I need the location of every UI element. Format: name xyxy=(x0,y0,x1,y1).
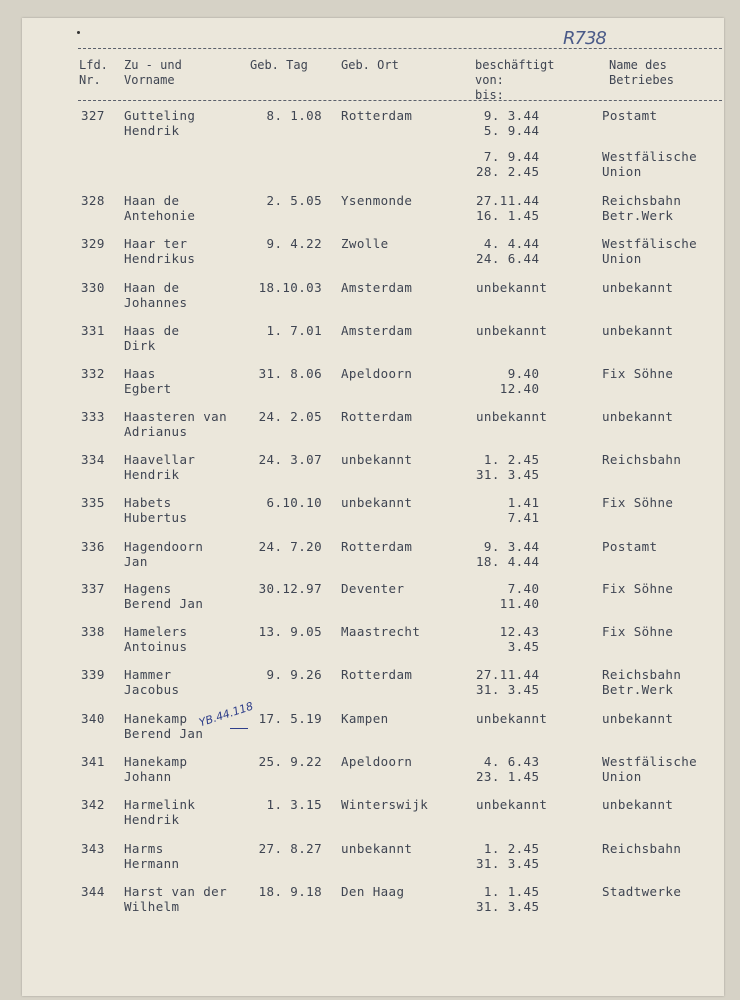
birth-date: 6.10.10 xyxy=(266,495,322,510)
employment-period: unbekannt xyxy=(476,711,548,726)
row-number: 333 xyxy=(81,409,105,424)
birth-date: 1. 7.01 xyxy=(266,323,322,338)
birth-place: Deventer xyxy=(341,581,405,596)
person-name: Hagens Berend Jan xyxy=(124,581,204,611)
person-name: Haan de Johannes xyxy=(124,280,188,310)
employment-period: unbekannt xyxy=(476,797,548,812)
company-name: Fix Söhne xyxy=(602,581,674,596)
person-name: Hagendoorn Jan xyxy=(124,539,204,569)
company-name: Reichsbahn Betr.Werk xyxy=(602,667,682,697)
company-name: Fix Söhne xyxy=(602,495,674,510)
header-bottom-rule xyxy=(78,100,722,101)
birth-place: Den Haag xyxy=(341,884,405,899)
birth-date: 13. 9.05 xyxy=(258,624,322,639)
person-name: Hanekamp Johann xyxy=(124,754,188,784)
row-number: 338 xyxy=(81,624,105,639)
person-name: Haas de Dirk xyxy=(124,323,180,353)
row-number: 330 xyxy=(81,280,105,295)
company-name: Reichsbahn xyxy=(602,841,682,856)
employment-period: unbekannt xyxy=(476,323,548,338)
birth-date: 24. 3.07 xyxy=(258,452,322,467)
employment-period: 12.43 3.45 xyxy=(499,624,540,654)
person-name: Habets Hubertus xyxy=(124,495,188,525)
employment-period: unbekannt xyxy=(476,280,548,295)
birth-place: unbekannt xyxy=(341,452,413,467)
header-lfd: Lfd. Nr. xyxy=(79,58,108,87)
person-name: Hammer Jacobus xyxy=(124,667,180,697)
birth-place: Winterswijk xyxy=(341,797,429,812)
person-name: Hamelers Antoinus xyxy=(124,624,188,654)
employment-period: 1.41 7.41 xyxy=(507,495,540,525)
row-number: 328 xyxy=(81,193,105,208)
person-name: Harmelink Hendrik xyxy=(124,797,196,827)
row-number: 334 xyxy=(81,452,105,467)
birth-date: 9. 9.26 xyxy=(266,667,322,682)
person-name: Gutteling Hendrik xyxy=(124,108,196,138)
person-name: Haar ter Hendrikus xyxy=(124,236,196,266)
row-number: 329 xyxy=(81,236,105,251)
row-number: 342 xyxy=(81,797,105,812)
company-name: Reichsbahn Betr.Werk xyxy=(602,193,682,223)
birth-date: 30.12.97 xyxy=(258,581,322,596)
birth-place: Kampen xyxy=(341,711,389,726)
employment-period: unbekannt xyxy=(476,409,548,424)
employment-period: 7.40 11.40 xyxy=(499,581,540,611)
row-number: 337 xyxy=(81,581,105,596)
header-geb-ort: Geb. Ort xyxy=(341,58,399,72)
row-number: 344 xyxy=(81,884,105,899)
employment-period: 9. 3.44 18. 4.44 xyxy=(476,539,540,569)
birth-place: Rotterdam xyxy=(341,108,413,123)
employment-period: 9.40 12.40 xyxy=(499,366,540,396)
birth-place: Rotterdam xyxy=(341,409,413,424)
row-number: 336 xyxy=(81,539,105,554)
row-number: 332 xyxy=(81,366,105,381)
company-name: Reichsbahn xyxy=(602,452,682,467)
employment-period: 4. 4.44 24. 6.44 xyxy=(476,236,540,266)
company-name: unbekannt xyxy=(602,409,674,424)
birth-place: Ysenmonde xyxy=(341,193,413,208)
employment-period: 27.11.44 16. 1.45 xyxy=(476,193,540,223)
birth-place: Apeldoorn xyxy=(341,366,413,381)
row-number: 331 xyxy=(81,323,105,338)
employment-period: 27.11.44 31. 3.45 xyxy=(476,667,540,697)
company-name: unbekannt xyxy=(602,280,674,295)
header-name: Zu - und Vorname xyxy=(124,58,182,87)
birth-date: 9. 4.22 xyxy=(266,236,322,251)
birth-date: 27. 8.27 xyxy=(258,841,322,856)
birth-date: 17. 5.19 xyxy=(258,711,322,726)
row-number: 335 xyxy=(81,495,105,510)
company-name: unbekannt xyxy=(602,711,674,726)
row-number: 340 xyxy=(81,711,105,726)
employment-period: 9. 3.44 5. 9.44 xyxy=(483,108,540,138)
handwritten-note: YB.44.118 xyxy=(197,699,255,730)
birth-place: Amsterdam xyxy=(341,280,413,295)
company-name: Fix Söhne xyxy=(602,624,674,639)
company-name: Westfälische Union xyxy=(602,754,698,784)
employment-period: 1. 2.45 31. 3.45 xyxy=(476,841,540,871)
person-name: Harst van der Wilhelm xyxy=(124,884,228,914)
person-name: Haas Egbert xyxy=(124,366,172,396)
company-name: Stadtwerke xyxy=(602,884,682,899)
birth-date: 18.10.03 xyxy=(258,280,322,295)
birth-date: 24. 7.20 xyxy=(258,539,322,554)
header-beschaeftigt: beschäftigt von: bis: xyxy=(475,58,555,102)
birth-place: Zwolle xyxy=(341,236,389,251)
company-name: unbekannt xyxy=(602,797,674,812)
handwritten-underline xyxy=(230,728,248,729)
birth-date: 31. 8.06 xyxy=(258,366,322,381)
company-name: unbekannt xyxy=(602,323,674,338)
birth-place: Rotterdam xyxy=(341,539,413,554)
company-name: Westfälische Union xyxy=(602,149,698,179)
birth-place: Maastrecht xyxy=(341,624,421,639)
person-name: Haavellar Hendrik xyxy=(124,452,196,482)
employment-period: 1. 1.45 31. 3.45 xyxy=(476,884,540,914)
row-number: 327 xyxy=(81,108,105,123)
employment-period: 7. 9.44 28. 2.45 xyxy=(476,149,540,179)
birth-place: unbekannt xyxy=(341,495,413,510)
birth-place: unbekannt xyxy=(341,841,413,856)
birth-place: Apeldoorn xyxy=(341,754,413,769)
company-name: Fix Söhne xyxy=(602,366,674,381)
row-number: 339 xyxy=(81,667,105,682)
header-top-rule xyxy=(78,48,722,49)
birth-date: 25. 9.22 xyxy=(258,754,322,769)
header-geb-tag: Geb. Tag xyxy=(250,58,308,72)
archive-stamp: R738 xyxy=(563,28,606,49)
employment-period: 1. 2.45 31. 3.45 xyxy=(476,452,540,482)
header-betrieb: Name des Betriebes xyxy=(609,58,675,87)
employment-period: 4. 6.43 23. 1.45 xyxy=(476,754,540,784)
birth-place: Amsterdam xyxy=(341,323,413,338)
company-name: Postamt xyxy=(602,108,658,123)
row-number: 343 xyxy=(81,841,105,856)
birth-date: 18. 9.18 xyxy=(258,884,322,899)
person-name: Hanekamp Berend Jan xyxy=(124,711,204,741)
birth-date: 24. 2.05 xyxy=(258,409,322,424)
person-name: Harms Hermann xyxy=(124,841,180,871)
birth-date: 1. 3.15 xyxy=(266,797,322,812)
paper-mark xyxy=(77,31,80,34)
birth-date: 8. 1.08 xyxy=(266,108,322,123)
birth-place: Rotterdam xyxy=(341,667,413,682)
company-name: Postamt xyxy=(602,539,658,554)
row-number: 341 xyxy=(81,754,105,769)
company-name: Westfälische Union xyxy=(602,236,698,266)
person-name: Haasteren van Adrianus xyxy=(124,409,228,439)
birth-date: 2. 5.05 xyxy=(266,193,322,208)
person-name: Haan de Antehonie xyxy=(124,193,196,223)
